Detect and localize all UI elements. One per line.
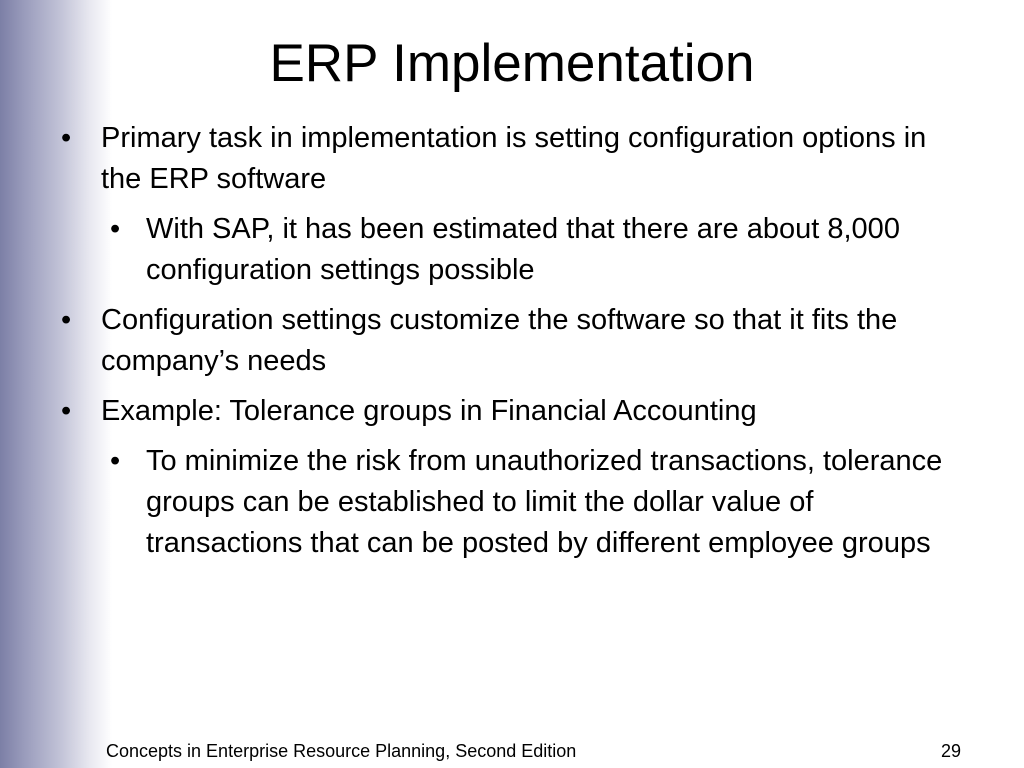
page-number: 29 <box>940 741 961 761</box>
bullet-marker: • <box>61 304 72 336</box>
sub-bullet-item <box>58 441 963 564</box>
bullet-marker: • <box>110 213 121 245</box>
bullet-item <box>58 300 963 382</box>
bullet-text: Primary task in implementation is setting configuration options in the ERP software <box>101 122 927 195</box>
bullet-text: Configuration settings customize the software so that it fits the company’s needs <box>101 304 898 377</box>
bullet-marker: • <box>110 445 121 477</box>
bullet-text: Example: Tolerance groups in Financial Accounting <box>101 395 757 427</box>
bullet-item <box>58 118 963 200</box>
bullet-text: With SAP, it has been estimated that there are about 8,000 configuration settings possible <box>146 213 900 286</box>
bullet-marker: • <box>61 395 72 427</box>
bullet-text: To minimize the risk from unauthorized transactions, tolerance groups can be established to limit the dollar value of transactions that can be posted by different employee groups <box>146 445 943 559</box>
bullet-item <box>58 391 963 432</box>
bullet-list <box>58 118 963 573</box>
footer-book-title: Concepts in Enterprise Resource Planning, Second Edition <box>106 741 577 761</box>
sub-bullet-item <box>58 209 963 291</box>
bullet-marker: • <box>61 122 72 154</box>
slide-title: ERP Implementation <box>269 34 755 93</box>
